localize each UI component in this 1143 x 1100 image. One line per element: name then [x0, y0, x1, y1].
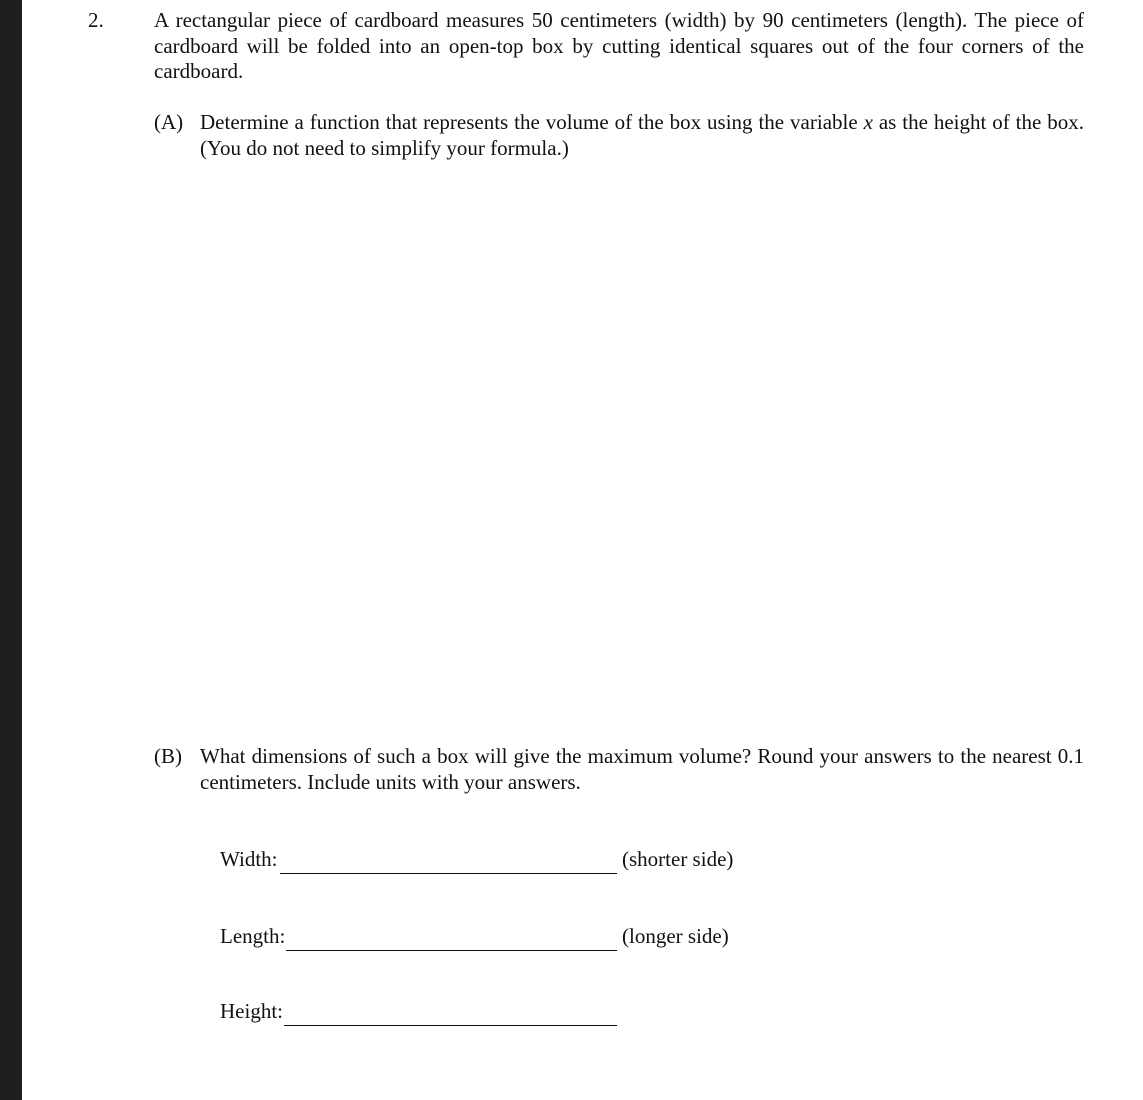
worksheet-page: [22, 0, 1143, 1100]
left-edge-bar: [0, 0, 22, 1100]
width-note: (shorter side): [622, 847, 734, 871]
width-label: Width:: [220, 847, 278, 871]
question-number: 2.: [88, 8, 104, 32]
length-answer-blank[interactable]: [286, 950, 617, 951]
part-b-label: (B): [154, 744, 182, 768]
height-answer-row: [220, 998, 780, 1028]
width-answer-row: [220, 846, 780, 876]
height-label: Height:: [220, 999, 283, 1023]
part-a-text-after: as the height of the box. (You do not need to simplify your formula.): [200, 110, 1084, 160]
length-answer-row: [220, 923, 780, 953]
part-a-text-before: Determine a function that represents the volume of the box using the variable: [200, 110, 864, 134]
part-a-label: (A): [154, 110, 184, 134]
part-a: [154, 110, 1084, 161]
width-answer-blank[interactable]: [280, 873, 617, 874]
part-a-variable: x: [863, 110, 873, 134]
length-label: Length:: [220, 924, 286, 948]
height-answer-blank[interactable]: [284, 1025, 617, 1026]
part-b-text: What dimensions of such a box will give the maximum volume? Round your answers to the nearest 0.1 centimeters. Include units with your answers.: [200, 744, 1084, 794]
part-b: [154, 744, 1084, 795]
question-stem: A rectangular piece of cardboard measures 50 centimeters (width) by 90 centimeters (length). The piece of cardboard will be folded into an open-top box by cutting identical squares out of the four corners of the cardboard.: [154, 8, 1084, 83]
length-note: (longer side): [622, 924, 729, 948]
part-a-text: [200, 110, 1084, 161]
